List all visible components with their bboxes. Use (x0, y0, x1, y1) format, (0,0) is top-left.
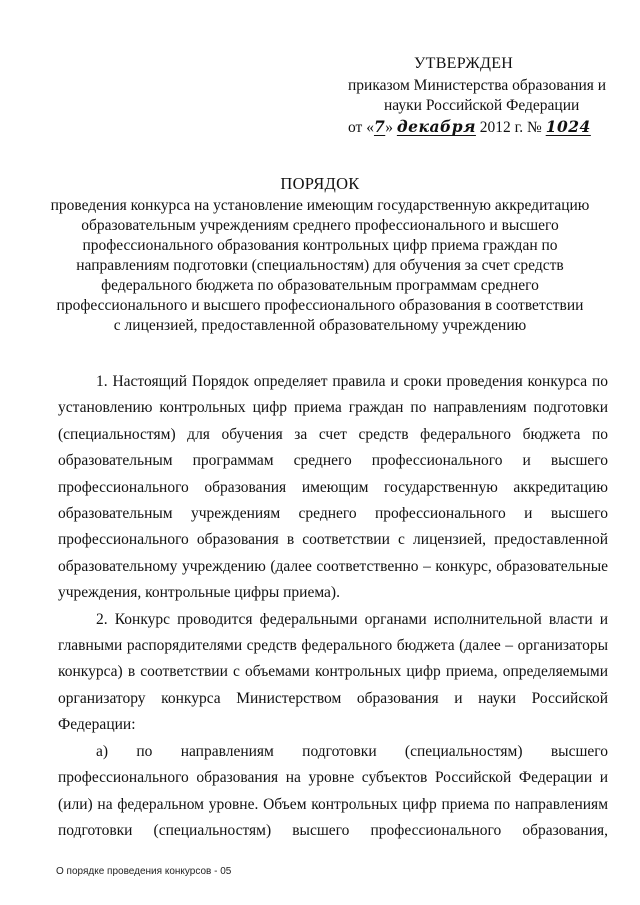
approval-line-ministry: приказом Министерства образования и (348, 77, 607, 94)
date-year-and-number-label: 2012 г. № (475, 119, 546, 136)
subtitle-line: с лицензией, предоставленной образовательному учреждению (113, 317, 527, 334)
date-prefix: от « (348, 119, 374, 136)
document-body (58, 369, 608, 844)
date-day-handwritten: 7 (373, 117, 386, 136)
paragraph-1: 1. Настоящий Порядок определяет правила и сроки проведения конкурса по установлению контрольных цифр приема граждан по направлениям подготовки (специальностям) для обучения за счет средств федерального бюджета по образовательным программам среднего профессионального и высшего профессионального образования имеющим государственную аккредитацию образовательным учреждениям среднего профессионального и высшего профессионального образования в соответствии с лицензией, предоставленной образовательному учреждению (далее соответственно – конкурс, образовательные учреждения, контрольные цифры приема). (58, 373, 608, 602)
approval-title: УТВЕРЖДЕН (414, 55, 514, 72)
date-month-handwritten: декабря (396, 117, 476, 136)
subtitle-line: профессионального образования контрольных цифр приема граждан по (82, 237, 558, 254)
subtitle-line: федерального бюджета по образовательным программам среднего (101, 277, 539, 294)
order-number-handwritten: 1024 (545, 117, 591, 136)
paragraph-2a: а) по направлениям подготовки (специальностям) высшего профессионального образования на уровне субъектов Российской Федерации и (или) на федеральном уровне. Объем контрольных цифр приема по направлениям подготовки (специальностям) высшего профессионального образования, (58, 742, 608, 839)
page-footer: О порядке проведения конкурсов - 05 (56, 866, 232, 877)
paragraph-2: 2. Конкурс проводится федеральными органами исполнительной власти и главными распорядителями средств федерального бюджета (далее – организаторы конкурса) в соответствии с объемами контрольных цифр приема, определяемыми организатору конкурса Министерством образования и науки Российской Федерации: (58, 610, 608, 734)
approval-line-federation: науки Российской Федерации (384, 97, 580, 114)
subtitle-line: направлениям подготовки (специальностям) для обучения за счет средств (76, 257, 564, 274)
subtitle-line: образовательным учреждениям среднего профессионального и высшего (81, 217, 559, 234)
approval-date-line (348, 117, 591, 138)
date-separator: » (385, 119, 397, 136)
subtitle-line: профессионального и высшего профессионального образования в соответствии (56, 297, 584, 314)
document-title: ПОРЯДОК (280, 174, 360, 193)
document-heading (40, 174, 600, 336)
subtitle-line: проведения конкурса на установление имеющим государственную аккредитацию (50, 197, 590, 214)
